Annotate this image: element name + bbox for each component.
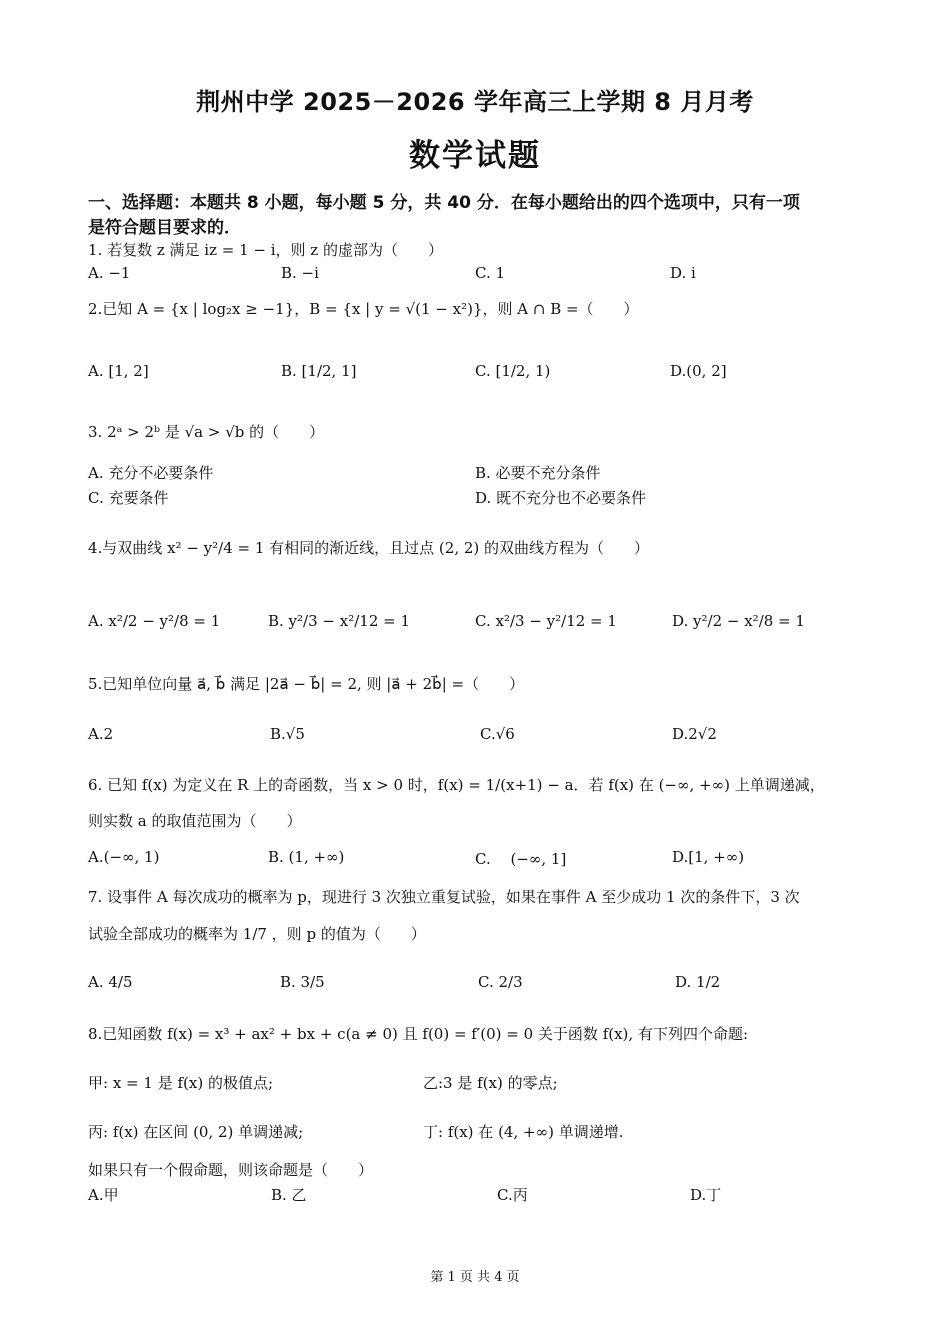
question-4-stem: 4.与双曲线 x² − y²/4 = 1 有相同的渐近线，且过点 (2, 2) 的双曲线方程为（ ） xyxy=(88,539,650,557)
exam-title: 荆州中学 2025－2026 学年高三上学期 8 月月考 xyxy=(196,88,754,116)
q5-option-d: D.2√2 xyxy=(672,725,717,743)
question-1-stem: 1. 若复数 z 满足 iz = 1 − i，则 z 的虚部为（ ） xyxy=(88,241,443,259)
q7-option-a: A. 4/5 xyxy=(88,973,133,991)
q7-option-b: B. 3/5 xyxy=(280,973,325,991)
q6-option-a: A.(−∞, 1) xyxy=(88,848,160,866)
question-6-stem: 6. 已知 f(x) 为定义在 R 上的奇函数，当 x > 0 时，f(x) = 1/(x+1) − a．若 f(x) 在 (−∞, +∞) 上单调递减， xyxy=(88,776,825,794)
q2-option-b: B. [1/2, 1] xyxy=(281,362,357,380)
q6-option-b: B. (1, +∞) xyxy=(268,848,345,866)
q2-option-c: C. [1/2, 1) xyxy=(475,362,551,380)
q6-option-c: C. (−∞, 1] xyxy=(475,850,567,868)
q8-option-c: C.丙 xyxy=(497,1186,528,1204)
q6-option-d: D.[1, +∞) xyxy=(672,848,745,866)
q8-prop-bing: 丙: f(x) 在区间 (0, 2) 单调递减; xyxy=(88,1123,304,1141)
page-footer: 第 1 页 共 4 页 xyxy=(430,1270,520,1285)
q8-prop-jia: 甲: x = 1 是 f(x) 的极值点; xyxy=(88,1074,274,1092)
q5-option-b: B.√5 xyxy=(270,725,305,743)
q4-option-d: D. y²/2 − x²/8 = 1 xyxy=(672,612,805,630)
q8-prop-yi: 乙:3 是 f(x) 的零点; xyxy=(423,1074,558,1092)
question-8-stem: 8.已知函数 f(x) = x³ + ax² + bx + c(a ≠ 0) 且 f(0) = f′(0) = 0 关于函数 f(x), 有下列四个命题: xyxy=(88,1025,748,1043)
q8-option-d: D.丁 xyxy=(690,1186,722,1204)
q3-option-b: B. 必要不充分条件 xyxy=(475,464,601,482)
section-heading-cont: 是符合题目要求的． xyxy=(88,218,241,238)
q7-option-c: C. 2/3 xyxy=(478,973,523,991)
question-8-ask: 如果只有一个假命题，则该命题是（ ） xyxy=(88,1161,374,1179)
q8-prop-ding: 丁: f(x) 在 (4, +∞) 单调递增. xyxy=(423,1123,624,1141)
q3-option-c: C. 充要条件 xyxy=(88,489,169,507)
q4-option-a: A. x²/2 − y²/8 = 1 xyxy=(88,612,221,630)
question-7-stem-cont: 试验全部成功的概率为 1/7 ，则 p 的值为（ ） xyxy=(88,925,426,943)
q5-option-c: C.√6 xyxy=(480,725,515,743)
q8-option-a: A.甲 xyxy=(88,1186,119,1204)
q8-option-b: B. 乙 xyxy=(271,1186,307,1204)
q3-option-a: A. 充分不必要条件 xyxy=(88,464,214,482)
question-5-stem: 5.已知单位向量 a⃗, b⃗ 满足 |2a⃗ − b⃗| = 2, 则 |a⃗ + 2b⃗| =（ ） xyxy=(88,675,525,693)
question-3-stem: 3. 2ᵃ > 2ᵇ 是 √a > √b 的（ ） xyxy=(88,423,325,441)
q1-option-d: D. i xyxy=(670,264,696,282)
subject-title: 数学试题 xyxy=(409,138,541,174)
q2-option-a: A. [1, 2] xyxy=(88,362,149,380)
q1-option-a: A. −1 xyxy=(88,264,131,282)
q3-option-d: D. 既不充分也不必要条件 xyxy=(475,489,647,507)
question-6-stem-cont: 则实数 a 的取值范围为（ ） xyxy=(88,812,302,830)
q7-option-d: D. 1/2 xyxy=(675,973,721,991)
q4-option-b: B. y²/3 − x²/12 = 1 xyxy=(268,612,411,630)
q4-option-c: C. x²/3 − y²/12 = 1 xyxy=(475,612,617,630)
question-7-stem: 7. 设事件 A 每次成功的概率为 p，现进行 3 次独立重复试验，如果在事件 A 至少成功 1 次的条件下，3 次 xyxy=(88,888,800,906)
q5-option-a: A.2 xyxy=(88,725,114,743)
q1-option-b: B. −i xyxy=(281,264,319,282)
section-heading: 一、选择题：本题共 8 小题，每小题 5 分，共 40 分．在每小题给出的四个选项中，只有一项 xyxy=(88,193,800,213)
q1-option-c: C. 1 xyxy=(475,264,506,282)
q2-option-d: D.(0, 2] xyxy=(670,362,727,380)
question-2-stem: 2.已知 A = {x | log₂x ≥ −1}，B = {x | y = √(1 − x²)}，则 A ∩ B =（ ） xyxy=(88,300,639,318)
